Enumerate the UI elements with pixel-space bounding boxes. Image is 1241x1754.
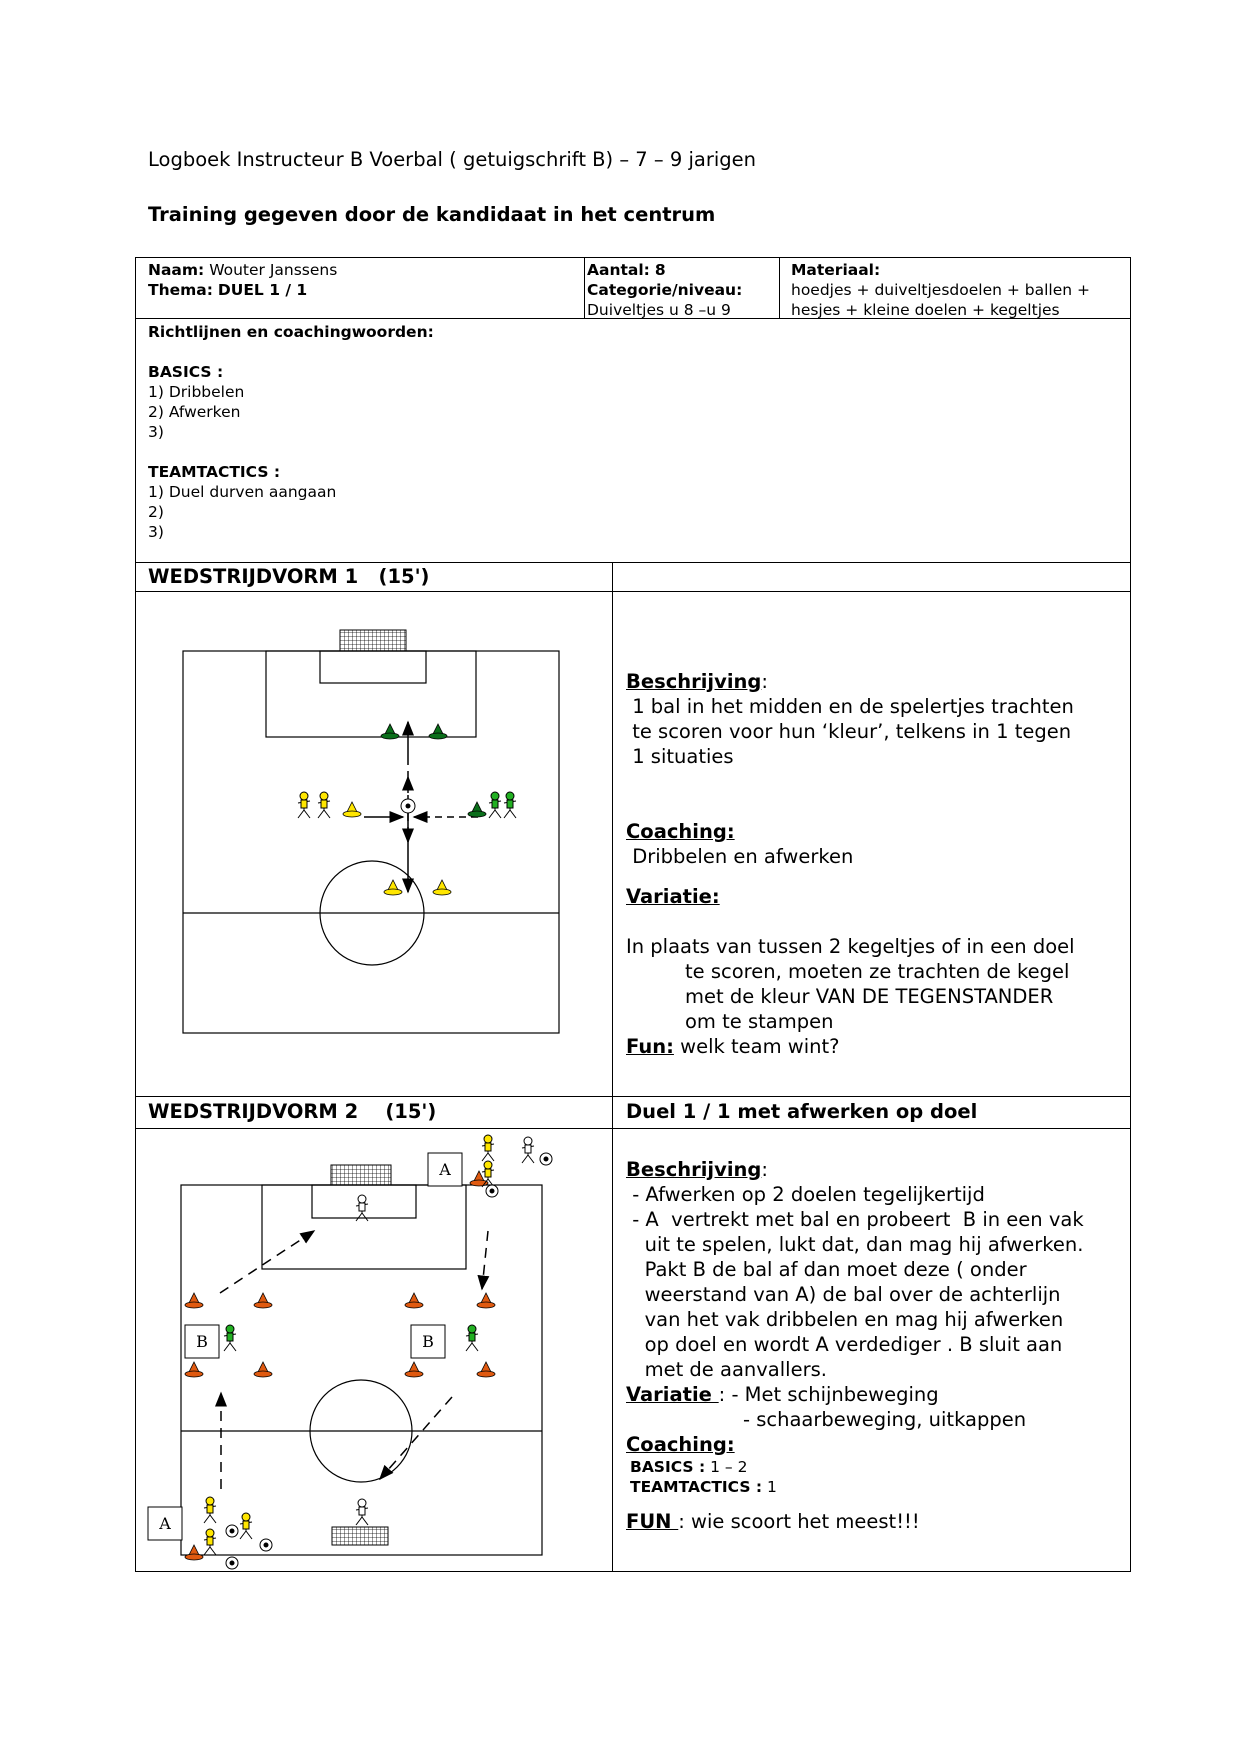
- svg-text:A: A: [439, 1160, 451, 1179]
- basics-item: 1) Dribbelen: [148, 383, 245, 401]
- box-b: [411, 1325, 445, 1358]
- teamtactics-item: 2): [148, 503, 164, 521]
- info-materiaal-label: Materiaal:: [791, 261, 881, 279]
- wv1-field-diagram: [136, 592, 612, 1096]
- info-materiaal-1: hoedjes + duiveltjesdoelen + ballen +: [791, 281, 1091, 299]
- guidelines-title: Richtlijnen en coachingwoorden:: [148, 323, 434, 341]
- soccer-ball-icon: [226, 1153, 552, 1569]
- cone-icon: [185, 1171, 495, 1560]
- wv1-beschrijving-heading: Beschrijving:: [626, 670, 768, 693]
- basics-item: 2) Afwerken: [148, 403, 241, 421]
- teamtactics-title: TEAMTACTICS :: [148, 463, 281, 481]
- wv2-beschrijving-heading: Beschrijving:: [626, 1158, 768, 1181]
- wv2-right-title: Duel 1 / 1 met afwerken op doel: [626, 1100, 978, 1123]
- goal-icon: [332, 1527, 388, 1545]
- page-title: Logboek Instructeur B Voerbal ( getuigschrift B) – 7 – 9 jarigen: [148, 148, 756, 171]
- svg-text:B: B: [196, 1332, 208, 1351]
- player-icon: [204, 1135, 534, 1555]
- wv1-variatie-heading: Variatie:: [626, 885, 720, 908]
- basics-title: BASICS :: [148, 363, 224, 381]
- wv2-coaching-heading: Coaching:: [626, 1433, 735, 1456]
- wv2-field-diagram: [136, 1129, 612, 1571]
- info-categorie-label: Categorie/niveau:: [587, 281, 743, 299]
- info-thema: Thema: DUEL 1 / 1: [148, 281, 308, 299]
- box-a: [148, 1507, 182, 1540]
- goal-icon: [340, 630, 406, 651]
- wv1-title: WEDSTRIJDVORM 1 (15'): [148, 565, 430, 588]
- page-subtitle: Training gegeven door de kandidaat in het centrum: [148, 203, 716, 226]
- basics-item: 3): [148, 423, 164, 441]
- soccer-ball-icon: [401, 799, 415, 813]
- svg-text:A: A: [159, 1514, 171, 1533]
- info-materiaal-2: hesjes + kleine doelen + kegeltjes: [791, 301, 1060, 319]
- goal-icon: [331, 1165, 391, 1185]
- info-categorie: Duiveltjes u 8 –u 9: [587, 301, 731, 319]
- info-naam: Naam: Wouter Janssens: [148, 261, 338, 279]
- wv1-description: Beschrijving: 1 bal in het midden en de spelertjes trachten te scoren voor hun ‘kleur’, telkens in 1 tegen 1 situaties Coaching: Dribbelen en afwerken Variatie: In plaats van tussen 2 kegeltjes of in een doel te scoren, moeten ze trachten de kegel met de kleur VAN DE TEGENSTANDER om te stampen Fun: welk team wint?: [626, 669, 1116, 1059]
- svg-text:B: B: [422, 1332, 434, 1351]
- teamtactics-item: 3): [148, 523, 164, 541]
- wv1-coaching-heading: Coaching:: [626, 820, 735, 843]
- wv2-title: WEDSTRIJDVORM 2 (15'): [148, 1100, 437, 1123]
- box-b: [185, 1325, 219, 1358]
- box-a: [428, 1153, 462, 1186]
- wv2-description: Beschrijving: - Afwerken op 2 doelen tegelijkertijd - A vertrekt met bal en probeert B in een vak uit te spelen, lukt dat, dan mag hij afwerken. Pakt B de bal af dan moet deze ( onder weerstand van A) de bal over de achterlijn van het vak dribbelen en mag hij afwerken op doel en wordt A verdediger . B sluit aan met de aanvallers. Variatie : - Met schijnbeweging - schaarbeweging, uitkappen Coaching: BASICS : 1 – 2 TEAMTACTICS : 1 FUN : wie scoort het meest!!!: [626, 1157, 1126, 1534]
- teamtactics-item: 1) Duel durven aangaan: [148, 483, 337, 501]
- info-aantal: Aantal: 8: [587, 261, 666, 279]
